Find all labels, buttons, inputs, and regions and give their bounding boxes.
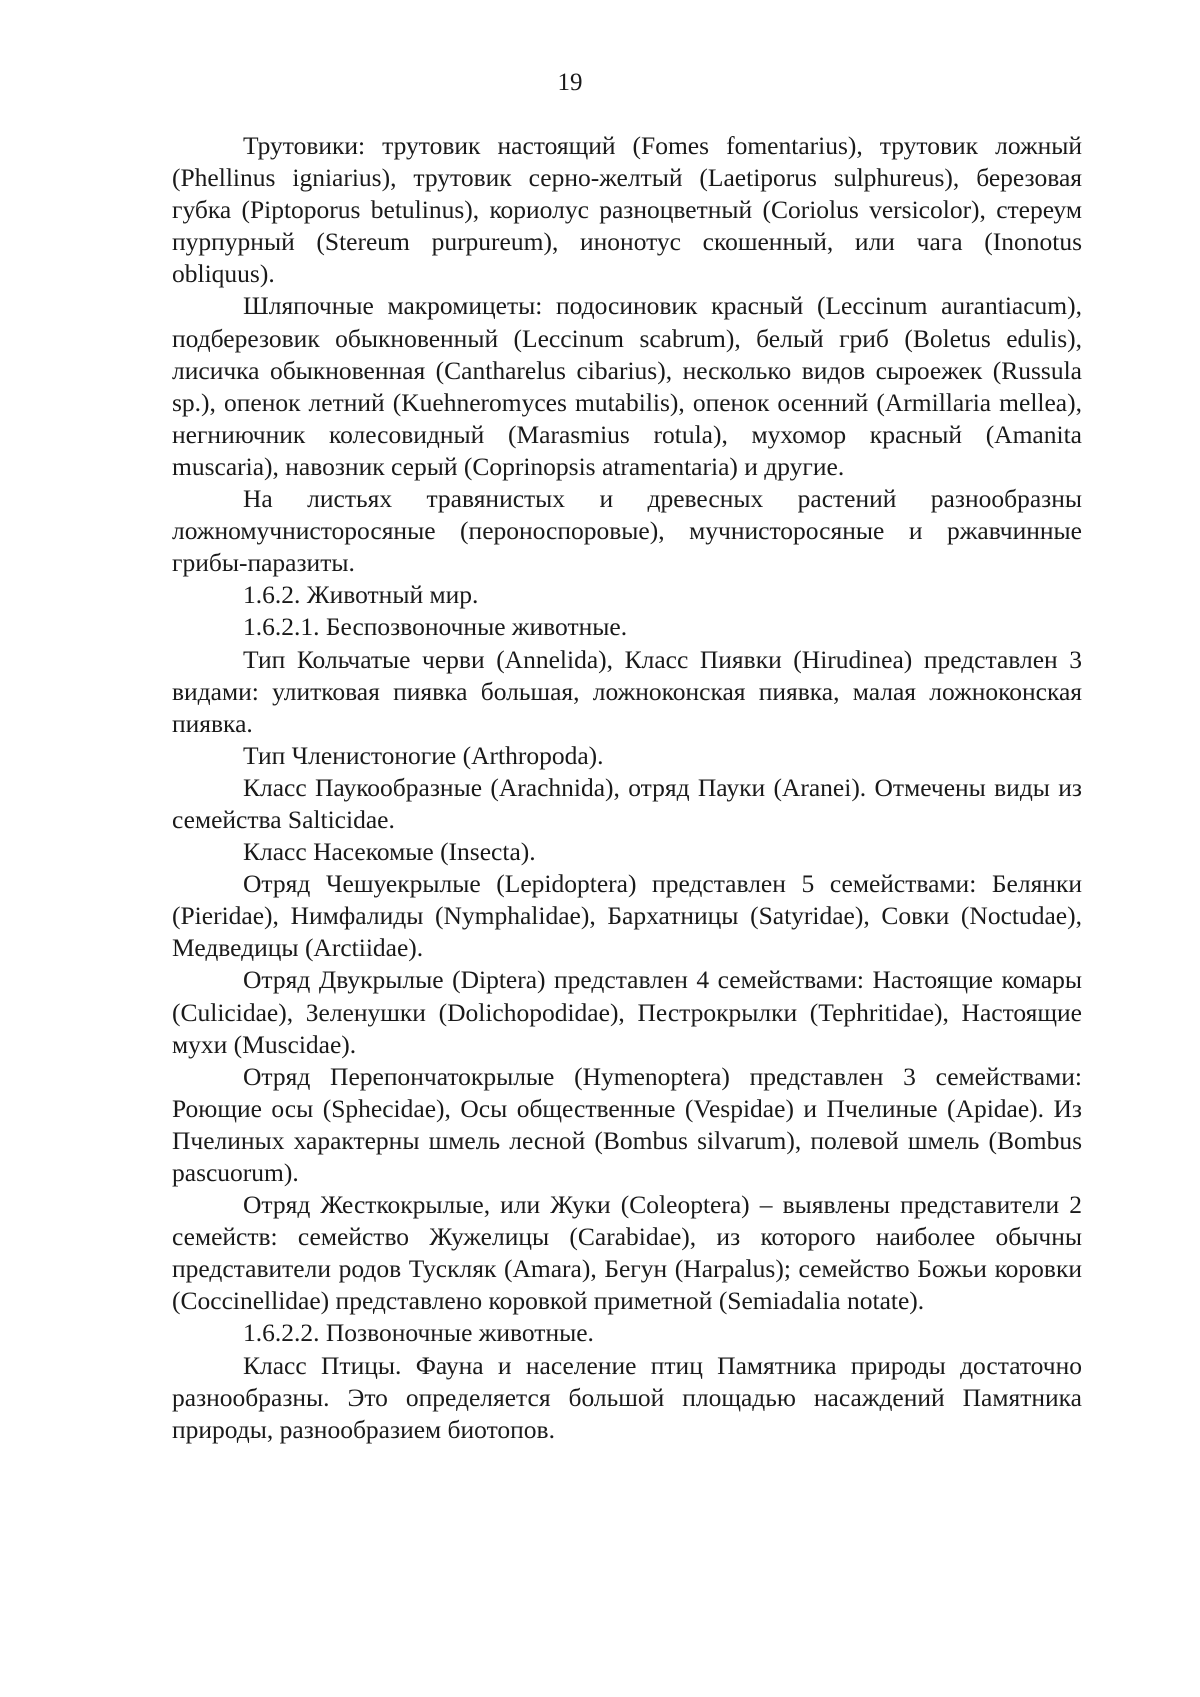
subsection-heading-invertebrates: 1.6.2.1. Беспозвоночные животные. <box>243 612 628 642</box>
paragraph-hymenoptera: Отряд Перепончатокрылые (Hymenoptera) представлен 3 семействами: Роющие осы (Sphecidae), Осы общественные (Vespidae) и Пчелиные (Apidae). Из Пчелиных характерны шмель лесной (Bombus silvarum), полевой шмель (Bombus pascuorum). <box>172 1061 1082 1187</box>
section-heading-fauna: 1.6.2. Животный мир. <box>243 580 479 610</box>
paragraph-polypores: Трутовики: трутовик настоящий (Fomes fomentarius), трутовик ложный (Phellinus igniarius), трутовик серно-желтый (Laetiporus sulphureus), березовая губка (Piptoporus betulinus), кориолус разноцветный (Coriolus versicolor), стереум пурпурный (Stereum purpureum), инонотус скошенный, или чага (Inonotus obliquus). <box>172 131 1082 289</box>
paragraph-arachnida: Класс Паукообразные (Arachnida), отряд Пауки (Aranei). Отмечены виды из семейства Salticidae. <box>172 772 1082 834</box>
paragraph-arthropoda: Тип Членистоногие (Arthropoda). <box>243 740 604 770</box>
subsection-heading-vertebrates: 1.6.2.2. Позвоночные животные. <box>243 1318 594 1348</box>
paragraph-diptera: Отряд Двукрылые (Diptera) представлен 4 семействами: Настоящие комары (Culicidae), Зеленушки (Dolichopodidae), Пестрокрылки (Tephritidae), Настоящие мухи (Muscidae). <box>172 965 1082 1059</box>
paragraph-lepidoptera: Отряд Чешуекрылые (Lepidoptera) представлен 5 семействами: Белянки (Pieridae), Нимфалиды (Nymphalidae), Бархатницы (Satyridae), Совки (Noctudae), Медведицы (Arctiidae). <box>172 869 1082 963</box>
page-number: 19 <box>557 69 583 96</box>
paragraph-annelida: Тип Кольчатые черви (Annelida), Класс Пиявки (Hirudinea) представлен 3 видами: улитковая пиявка большая, ложноконская пиявка, малая ложноконская пиявка. <box>172 644 1082 738</box>
paragraph-insecta: Класс Насекомые (Insecta). <box>243 837 536 867</box>
paragraph-coleoptera: Отряд Жесткокрылые, или Жуки (Coleoptera) – выявлены представители 2 семейств: семейство Жужелицы (Carabidae), из которого наиболее обычны представители родов Тускляк (Amara), Бегун (Harpalus); семейство Божьи коровки (Coccinellidae) представлено коровкой приметной (Semiadalia notate). <box>172 1190 1082 1316</box>
paragraph-parasitic-fungi: На листьях травянистых и древесных растений разнообразны ложномучнисторосяные (пероноспоровые), мучнисторосяные и ржавчинные грибы-паразиты. <box>172 484 1082 578</box>
paragraph-birds: Класс Птицы. Фауна и население птиц Памятника природы достаточно разнообразны. Это определяется большой площадью насаждений Памятника природы, разнообразием биотопов. <box>172 1350 1082 1444</box>
document-body <box>172 130 1082 1446</box>
paragraph-cap-fungi: Шляпочные макромицеты: подосиновик красный (Leccinum aurantiacum), подберезовик обыкновенный (Leccinum scabrum), белый гриб (Boletus edulis), лисичка обыкновенная (Cantharelus cibarius), несколько видов сыроежек (Russula sp.), опенок летний (Kuehneromyces mutabilis), опенок осенний (Armillaria mellea), негниючник колесовидный (Marasmius rotula), мухомор красный (Amanita muscaria), навозник серый (Coprinopsis atramentaria) и другие. <box>172 291 1082 481</box>
